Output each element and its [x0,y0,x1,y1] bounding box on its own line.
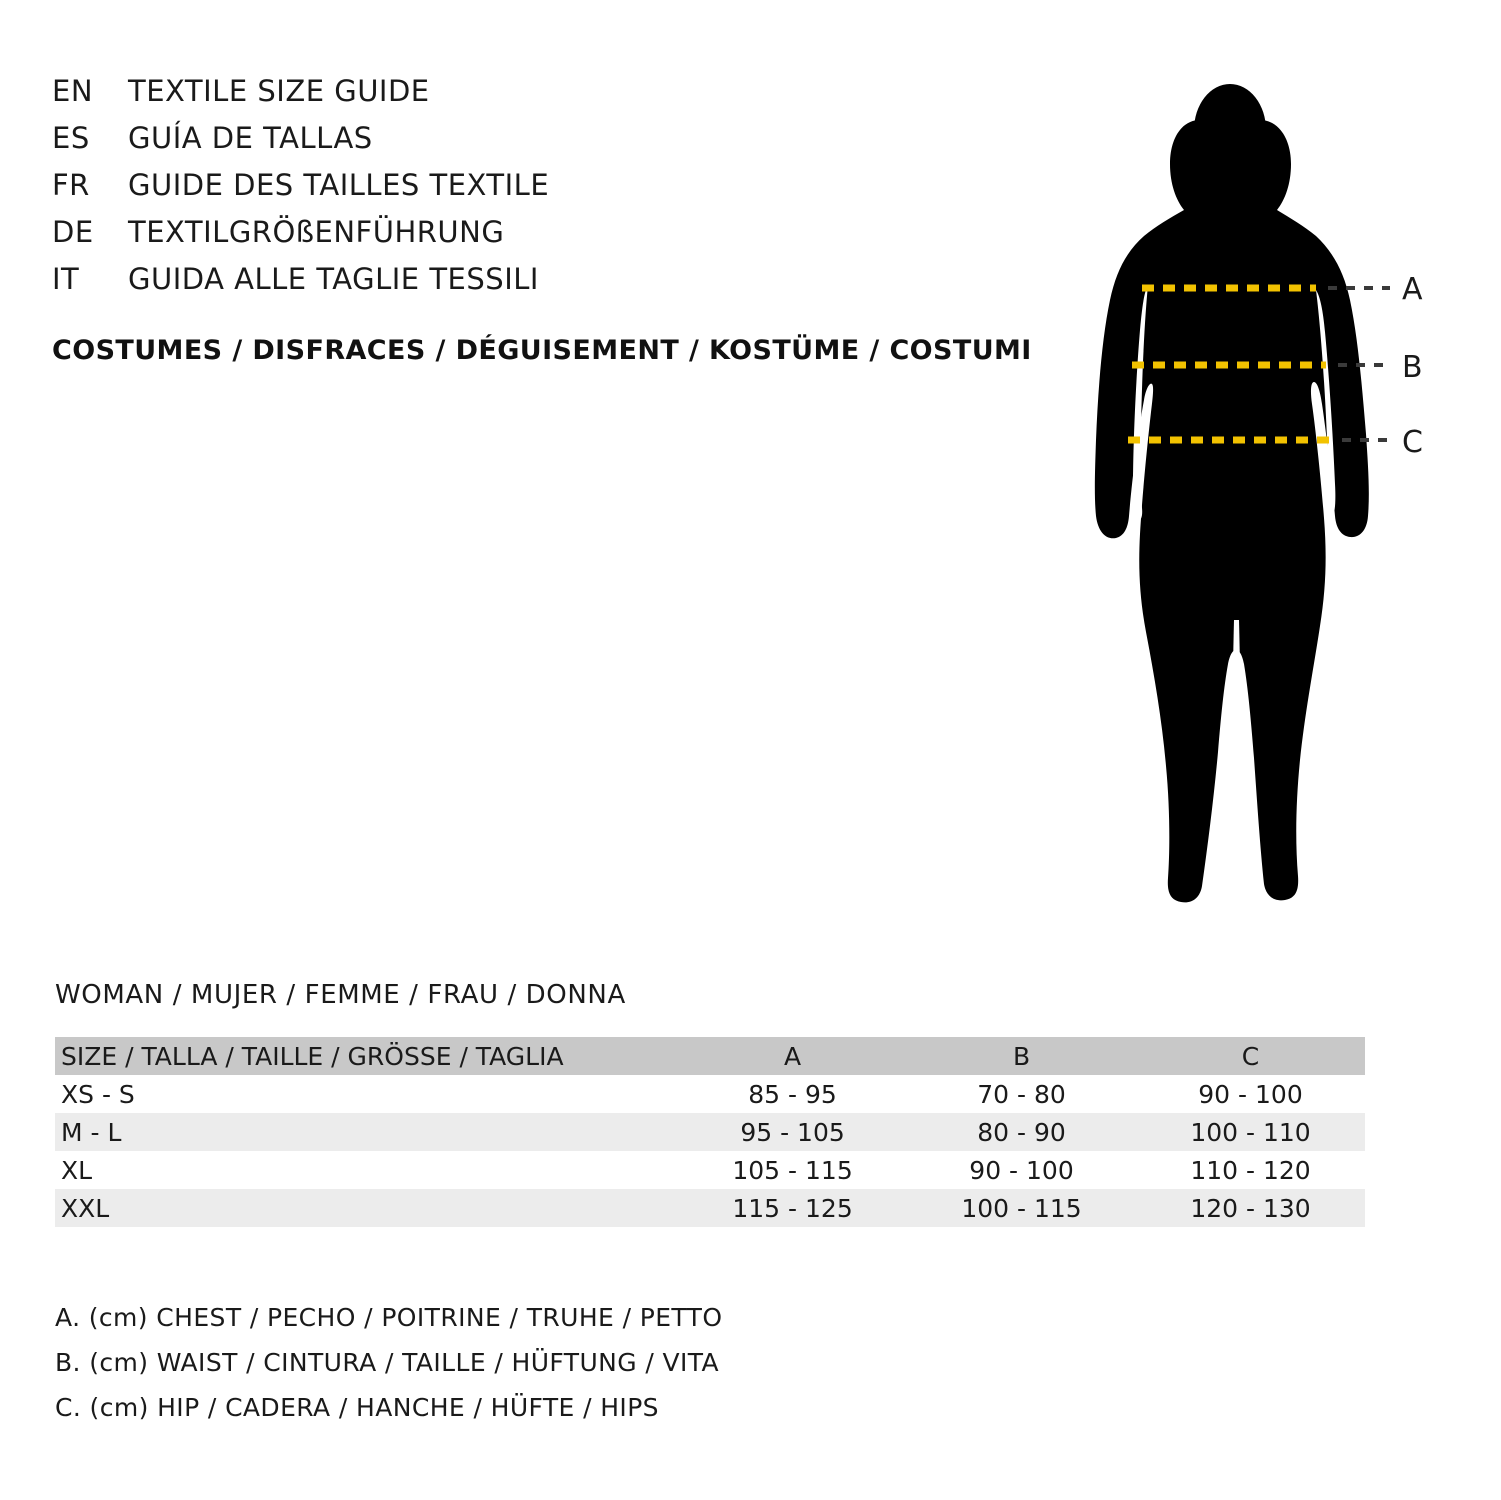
language-code-en: EN [52,74,94,108]
cell-b: 100 - 115 [961,1193,1082,1223]
cell-c: 90 - 100 [1198,1079,1303,1109]
cell-c: 100 - 110 [1190,1117,1311,1147]
size-table [55,1037,1365,1227]
table-header-row [55,1037,1365,1075]
language-code-it: IT [52,262,80,296]
marker-label-c: C [1402,425,1423,460]
cell-b: 70 - 80 [977,1079,1066,1109]
table-row [55,1189,1365,1227]
marker-label-a: A [1402,272,1423,307]
cell-b: 80 - 90 [977,1117,1066,1147]
figure-area [1050,60,1470,930]
marker-label-b: B [1402,350,1423,385]
cell-a: 95 - 105 [740,1117,845,1147]
table-row [55,1075,1365,1113]
language-text-it: GUIDA ALLE TAGLIE TESSILI [128,262,539,296]
language-text-de: TEXTILGRÖßENFÜHRUNG [128,215,505,249]
language-text-es: GUÍA DE TALLAS [128,121,373,155]
legend-item-a: A. (cm) CHEST / PECHO / POITRINE / TRUHE / PETTO [55,1303,723,1332]
language-code-es: ES [52,121,90,155]
table-title: WOMAN / MUJER / FEMME / FRAU / DONNA [55,980,626,1010]
cell-c: 110 - 120 [1190,1155,1311,1185]
table-row [55,1151,1365,1189]
language-row-de [52,215,1052,262]
cell-size: M - L [61,1117,122,1147]
table-body [55,1075,1365,1227]
language-list [52,74,1052,309]
cell-size: XXL [61,1193,110,1223]
table-header [55,1037,1365,1075]
category-line: COSTUMES / DISFRACES / DÉGUISEMENT / KOSTÜME / COSTUMI [52,335,1032,366]
cell-a: 115 - 125 [732,1193,853,1223]
table-row [55,1113,1365,1151]
cell-c: 120 - 130 [1190,1193,1311,1223]
woman-silhouette-icon [1050,60,1470,940]
cell-a: 85 - 95 [748,1079,837,1109]
header-size: SIZE / TALLA / TAILLE / GRÖSSE / TAGLIA [61,1041,564,1071]
cell-size: XL [61,1155,93,1185]
legend [55,1295,722,1430]
language-code-de: DE [52,215,94,249]
language-code-fr: FR [52,168,90,202]
language-text-fr: GUIDE DES TAILLES TEXTILE [128,168,550,202]
header-a: A [784,1041,802,1071]
header-b: B [1012,1041,1031,1071]
legend-item-c: C. (cm) HIP / CADERA / HANCHE / HÜFTE / HIPS [55,1393,659,1422]
cell-a: 105 - 115 [732,1155,853,1185]
language-row-en [52,74,1052,121]
language-row-es [52,121,1052,168]
language-row-it [52,262,1052,309]
legend-item-b: B. (cm) WAIST / CINTURA / TAILLE / HÜFTUNG / VITA [55,1348,720,1377]
header-c: C [1241,1041,1260,1071]
language-text-en: TEXTILE SIZE GUIDE [128,74,430,108]
cell-size: XS - S [61,1079,135,1109]
language-row-fr [52,168,1052,215]
cell-b: 90 - 100 [969,1155,1074,1185]
